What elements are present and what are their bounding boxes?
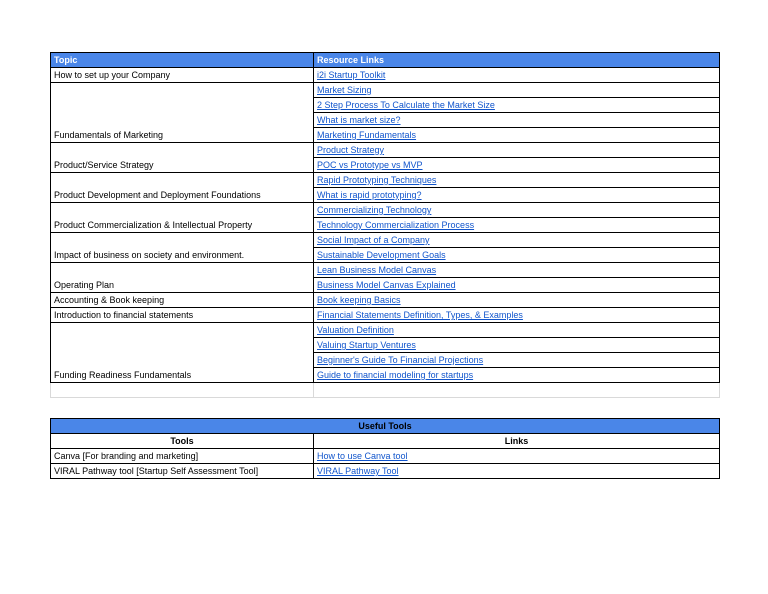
useful-tools-title-row bbox=[51, 419, 720, 434]
topic-cell: Impact of business on society and environment. bbox=[51, 248, 314, 263]
topic-cell: Product Development and Deployment Foundations bbox=[51, 188, 314, 203]
topic-cell bbox=[51, 83, 314, 98]
resource-link[interactable]: What is market size? bbox=[317, 115, 401, 125]
resource-link[interactable]: POC vs Prototype vs MVP bbox=[317, 160, 423, 170]
topic-cell bbox=[51, 203, 314, 218]
resource-link-cell bbox=[314, 278, 720, 293]
tool-row bbox=[51, 464, 720, 479]
tool-link[interactable]: How to use Canva tool bbox=[317, 451, 408, 461]
resource-link-cell bbox=[314, 308, 720, 323]
tool-name-cell: VIRAL Pathway tool [Startup Self Assessment Tool] bbox=[51, 464, 314, 479]
resource-link[interactable]: Business Model Canvas Explained bbox=[317, 280, 456, 290]
resource-row bbox=[51, 338, 720, 353]
resource-row bbox=[51, 128, 720, 143]
resource-row bbox=[51, 308, 720, 323]
tools-body bbox=[51, 449, 720, 479]
topic-cell: Product/Service Strategy bbox=[51, 158, 314, 173]
topic-cell: Funding Readiness Fundamentals bbox=[51, 368, 314, 383]
resource-link-cell bbox=[314, 188, 720, 203]
resource-link-cell bbox=[314, 263, 720, 278]
resource-link[interactable]: Book keeping Basics bbox=[317, 295, 401, 305]
resource-link[interactable]: Sustainable Development Goals bbox=[317, 250, 446, 260]
topic-cell: Product Commercialization & Intellectual Property bbox=[51, 218, 314, 233]
resource-link-cell bbox=[314, 173, 720, 188]
resource-row bbox=[51, 233, 720, 248]
tools-header-row bbox=[51, 434, 720, 449]
resource-link-cell bbox=[314, 353, 720, 368]
resource-link[interactable]: Social Impact of a Company bbox=[317, 235, 430, 245]
resource-link[interactable]: Market Sizing bbox=[317, 85, 372, 95]
resource-row bbox=[51, 188, 720, 203]
topic-cell bbox=[51, 113, 314, 128]
resource-row bbox=[51, 293, 720, 308]
blank-row bbox=[51, 383, 720, 398]
resources-table bbox=[50, 52, 720, 398]
topic-cell bbox=[51, 143, 314, 158]
resource-row bbox=[51, 113, 720, 128]
resource-row bbox=[51, 83, 720, 98]
resource-link[interactable]: i2i Startup Toolkit bbox=[317, 70, 386, 80]
resource-link-cell bbox=[314, 203, 720, 218]
resource-link-cell bbox=[314, 68, 720, 83]
resource-row bbox=[51, 368, 720, 383]
tool-link[interactable]: VIRAL Pathway Tool bbox=[317, 466, 399, 476]
resource-row bbox=[51, 278, 720, 293]
resource-link[interactable]: Valuation Definition bbox=[317, 325, 394, 335]
topic-cell: Operating Plan bbox=[51, 278, 314, 293]
resource-link-cell bbox=[314, 128, 720, 143]
topic-cell bbox=[51, 98, 314, 113]
topic-cell: Introduction to financial statements bbox=[51, 308, 314, 323]
resource-link-cell bbox=[314, 293, 720, 308]
useful-tools-table bbox=[50, 418, 720, 479]
resource-link[interactable]: Product Strategy bbox=[317, 145, 385, 155]
topic-cell bbox=[51, 233, 314, 248]
resource-row bbox=[51, 218, 720, 233]
resources-header-row bbox=[51, 53, 720, 68]
resource-link[interactable]: Guide to financial modeling for startups bbox=[317, 370, 474, 380]
resource-row bbox=[51, 263, 720, 278]
resource-link-cell bbox=[314, 143, 720, 158]
resource-link[interactable]: Marketing Fundamentals bbox=[317, 130, 417, 140]
resource-link[interactable]: Rapid Prototyping Techniques bbox=[317, 175, 437, 185]
resource-link[interactable]: What is rapid prototyping? bbox=[317, 190, 422, 200]
topic-cell bbox=[51, 323, 314, 338]
resource-link-cell bbox=[314, 233, 720, 248]
resource-link-cell bbox=[314, 248, 720, 263]
resource-link-cell bbox=[314, 338, 720, 353]
resource-row bbox=[51, 173, 720, 188]
tool-row bbox=[51, 449, 720, 464]
resource-link[interactable]: Technology Commercialization Process bbox=[317, 220, 475, 230]
blank-cell bbox=[314, 383, 720, 398]
resource-row bbox=[51, 68, 720, 83]
topic-cell bbox=[51, 263, 314, 278]
resource-link-cell bbox=[314, 323, 720, 338]
resource-row bbox=[51, 248, 720, 263]
tools-column-header: Tools bbox=[51, 434, 314, 449]
resource-link[interactable]: 2 Step Process To Calculate the Market Size bbox=[317, 100, 495, 110]
resource-row bbox=[51, 203, 720, 218]
topic-cell bbox=[51, 338, 314, 353]
resource-link-cell bbox=[314, 113, 720, 128]
resource-link-cell bbox=[314, 218, 720, 233]
topic-cell: Accounting & Book keeping bbox=[51, 293, 314, 308]
links-column-header: Links bbox=[314, 434, 720, 449]
resource-row bbox=[51, 98, 720, 113]
resource-link[interactable]: Lean Business Model Canvas bbox=[317, 265, 437, 275]
resource-link[interactable]: Financial Statements Definition, Types, & Examples bbox=[317, 310, 523, 320]
tool-link-cell bbox=[314, 449, 720, 464]
resource-link[interactable]: Valuing Startup Ventures bbox=[317, 340, 416, 350]
blank-cell bbox=[51, 383, 314, 398]
resource-row bbox=[51, 323, 720, 338]
resource-link-cell bbox=[314, 368, 720, 383]
topic-cell: How to set up your Company bbox=[51, 68, 314, 83]
tool-name-cell: Canva [For branding and marketing] bbox=[51, 449, 314, 464]
topic-cell bbox=[51, 173, 314, 188]
resource-link[interactable]: Beginner's Guide To Financial Projections bbox=[317, 355, 484, 365]
topic-column-header: Topic bbox=[51, 53, 314, 68]
tool-link-cell bbox=[314, 464, 720, 479]
resource-links-column-header: Resource Links bbox=[314, 53, 720, 68]
resource-row bbox=[51, 143, 720, 158]
resources-body bbox=[51, 68, 720, 398]
resource-row bbox=[51, 158, 720, 173]
useful-tools-title: Useful Tools bbox=[51, 419, 720, 434]
topic-cell: Fundamentals of Marketing bbox=[51, 128, 314, 143]
topic-cell bbox=[51, 353, 314, 368]
resource-link-cell bbox=[314, 98, 720, 113]
resource-link-cell bbox=[314, 158, 720, 173]
resource-link-cell bbox=[314, 83, 720, 98]
resource-link[interactable]: Commercializing Technology bbox=[317, 205, 432, 215]
resource-row bbox=[51, 353, 720, 368]
